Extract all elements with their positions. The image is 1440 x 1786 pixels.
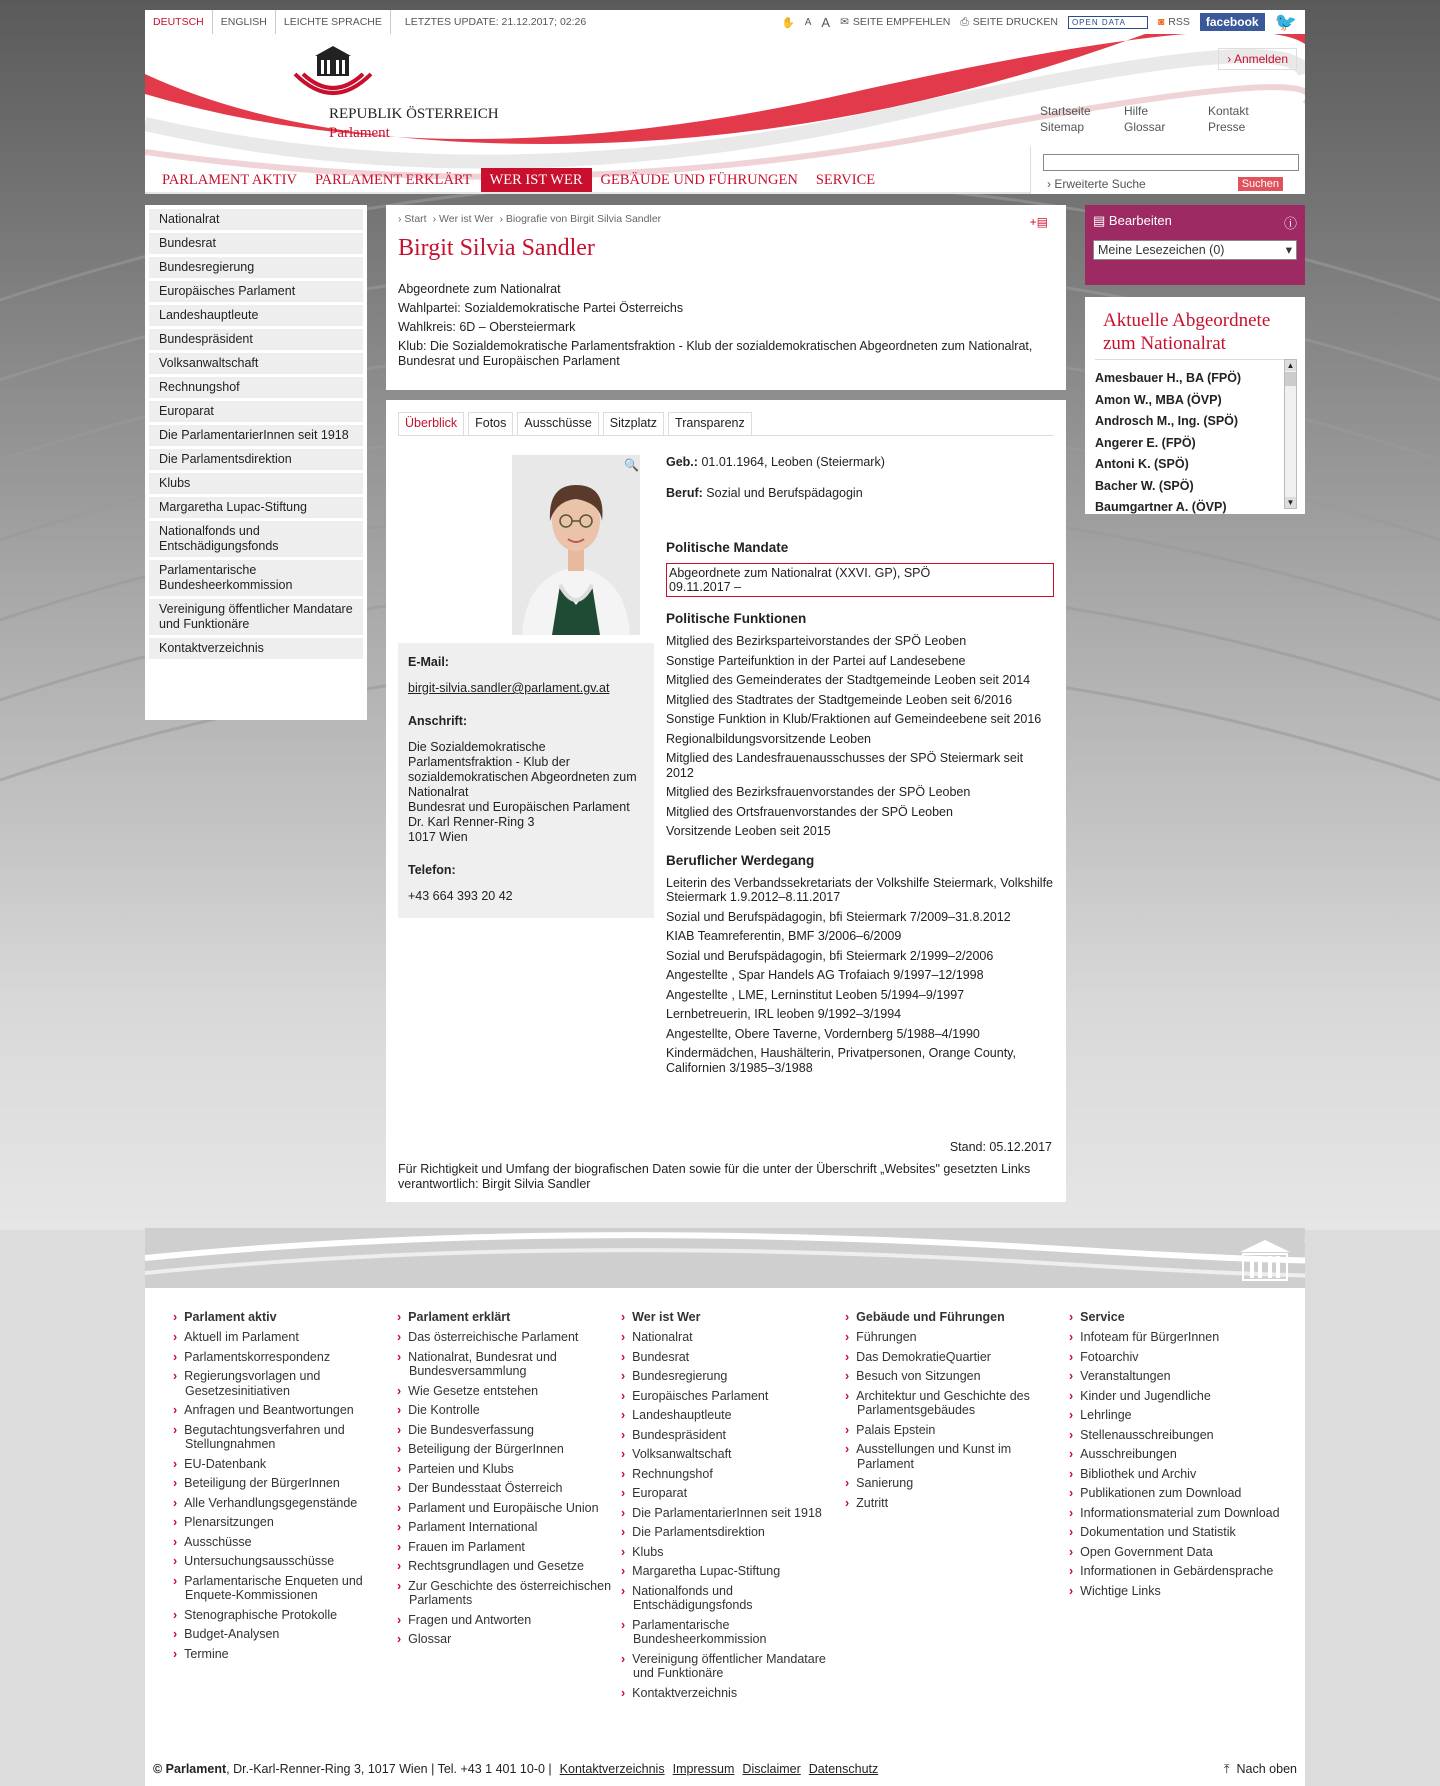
tab-ueberblick[interactable]: Überblick <box>398 412 464 436</box>
bookmarks-header <box>1093 213 1297 232</box>
deputy-item[interactable]: Antoni K. (SPÖ) <box>1095 457 1189 471</box>
footer-link[interactable]: › Wichtige Links <box>1069 1584 1293 1599</box>
footer-link[interactable]: › Beteiligung der BürgerInnen <box>397 1442 621 1457</box>
recommend-link[interactable] <box>840 16 950 28</box>
bio-details <box>666 455 1054 1080</box>
list-item: Leiterin des Verbandssekretariats der Volkshilfe Steiermark, Volkshilfe Steiermark 1.9.2012–8.11.2017 <box>666 875 1053 904</box>
footer-link[interactable]: › Der Bundesstaat Österreich <box>397 1481 621 1496</box>
tab-transparenz[interactable]: Transparenz <box>668 412 752 436</box>
deputy-item[interactable]: Angerer E. (FPÖ) <box>1095 435 1196 450</box>
scroll-down-icon[interactable]: ▼ <box>1286 498 1295 507</box>
list-item: Sozial und Berufspädagogin, bfi Steiermark 2/1999–2/2006 <box>666 948 994 963</box>
person-info <box>398 282 1054 369</box>
left-sidebar <box>145 205 367 720</box>
phone-label: Telefon: <box>408 863 456 877</box>
scroll-thumb[interactable] <box>1285 372 1296 386</box>
sidebar-item[interactable]: Vereinigung öffentlicher Mandatare und Funktionäre <box>149 599 363 635</box>
deputy-item[interactable]: Amon W., MBA (ÖVP) <box>1095 392 1222 407</box>
footer-column-heading[interactable]: › Wer ist Wer <box>621 1310 845 1324</box>
sidebar-item[interactable]: Europäisches Parlament <box>149 281 363 302</box>
footer-link[interactable]: › EU-Datenbank <box>173 1457 397 1472</box>
main-nav <box>153 168 884 192</box>
breadcrumb-wer-ist-wer[interactable]: › Wer ist Wer <box>433 213 494 225</box>
list-item: Sonstige Funktion in Klub/Fraktionen auf Gemeindeebene seit 2016 <box>666 712 1042 726</box>
bookmark-icon: ▤ <box>1093 213 1106 228</box>
detail-tabs <box>398 412 1054 436</box>
last-update: LETZTES UPDATE: 21.12.2017; 02:26 <box>404 16 587 28</box>
search-box <box>1030 146 1305 194</box>
footer-link[interactable]: › Informationsmaterial zum Download <box>1069 1506 1293 1521</box>
nav-service[interactable]: SERVICE <box>815 172 876 188</box>
search-button[interactable]: Suchen <box>1238 177 1283 191</box>
footer-link[interactable]: › Bundespräsident <box>621 1428 845 1443</box>
functions-heading: Politische Funktionen <box>666 611 807 626</box>
sidebar-item[interactable]: Bundespräsident <box>149 329 363 350</box>
footer-link[interactable]: › Das DemokratieQuartier <box>845 1350 1069 1365</box>
footer-link[interactable]: › Nationalrat <box>621 1330 845 1345</box>
sidebar-item[interactable]: Die Parlamentsdirektion <box>149 449 363 470</box>
responsibility-note: Für Richtigkeit und Umfang der biografischen Daten sowie für die unter der Überschrift „Websites" gesetzten Links verantwortlich: Birgit Silvia Sandler <box>398 1162 1031 1191</box>
sidebar-item[interactable]: Nationalrat <box>149 209 363 230</box>
footer-column <box>173 1310 397 1758</box>
header-divider <box>145 192 1030 194</box>
list-item: Mitglied des Bezirksfrauenvorstandes der SPÖ Leoben <box>666 785 971 799</box>
footer-link[interactable]: › Nationalfonds und Entschädigungsfonds <box>621 1584 845 1613</box>
footer-link[interactable]: › Rechtsgrundlagen und Gesetze <box>397 1559 621 1574</box>
footer-link[interactable]: › Zutritt <box>845 1496 1069 1511</box>
person-header <box>386 205 1066 390</box>
link-kontakt[interactable]: Kontakt <box>1208 104 1249 118</box>
footer-link[interactable]: › Parlamentskorrespondenz <box>173 1350 397 1365</box>
deputies-scrollbar[interactable] <box>1284 359 1297 509</box>
list-item: Angestellte , Spar Handels AG Trofaiach 9/1997–12/1998 <box>666 968 984 982</box>
footer-link[interactable]: › Kontaktverzeichnis <box>621 1686 845 1701</box>
footer-link[interactable]: › Parlamentarische Enqueten und Enquete-Kommissionen <box>173 1574 397 1603</box>
sign-language-icon[interactable]: ✋ <box>781 16 795 29</box>
contact-box <box>398 643 654 918</box>
bookmarks-select[interactable]: Meine Lesezeichen (0) ▾ <box>1093 240 1297 260</box>
person-details <box>386 400 1066 1202</box>
person-club: Klub: Die Sozialdemokratische Parlamentsfraktion - Klub der sozialdemokratischen Abgeordneten zum Nationalrat, Bundesrat und Europäischen Parlament <box>398 339 1033 368</box>
footer-link[interactable]: › Ausschreibungen <box>1069 1447 1293 1462</box>
footer-link[interactable]: › Die Bundesverfassung <box>397 1423 621 1438</box>
person-district: Wahlkreis: 6D – Obersteiermark <box>398 320 576 334</box>
list-item: Mitglied des Bezirksparteivorstandes der SPÖ Leoben <box>666 634 967 648</box>
list-item: KIAB Teamreferentin, BMF 3/2006–6/2009 <box>666 929 902 943</box>
footer-link[interactable]: › Begutachtungsverfahren und Stellungnahmen <box>173 1423 397 1452</box>
list-item: Sozial und Berufspädagogin, bfi Steiermark 7/2009–31.8.2012 <box>666 909 1011 924</box>
footer-link[interactable]: › Infoteam für BürgerInnen <box>1069 1330 1293 1345</box>
link-hilfe[interactable]: Hilfe <box>1124 104 1149 118</box>
logo-subtitle: Parlament <box>329 125 390 141</box>
footer-link[interactable]: › Europarat <box>621 1486 845 1501</box>
address-line: Dr. Karl Renner-Ring 3 <box>408 815 535 829</box>
footer-link[interactable]: › Stenographische Protokolle <box>173 1608 397 1623</box>
footer-link[interactable]: › Parteien und Klubs <box>397 1462 621 1477</box>
lang-deutsch[interactable]: DEUTSCH <box>145 10 213 34</box>
deputy-item[interactable]: Amesbauer H., BA (FPÖ) <box>1095 371 1242 385</box>
back-to-top-label: Nach oben <box>1236 1762 1297 1776</box>
sidebar-item[interactable]: Die ParlamentarierInnen seit 1918 <box>149 425 363 446</box>
footer-link-disclaimer[interactable]: Disclaimer <box>742 1762 801 1776</box>
info-icon[interactable]: ⓘ <box>1283 216 1297 231</box>
job-row <box>666 486 1054 500</box>
footer-column-heading[interactable]: › Parlament erklärt <box>397 1310 621 1324</box>
bookmarks-panel <box>1085 205 1305 285</box>
footer-column <box>845 1310 1069 1758</box>
email-label: E-Mail: <box>408 655 449 669</box>
add-bookmark-icon[interactable]: +▤ <box>1029 215 1048 229</box>
footer-link[interactable]: › Bundesrat <box>621 1350 845 1365</box>
footer-link[interactable]: › Bundesregierung <box>621 1369 845 1384</box>
footer-link[interactable]: › Kinder und Jugendliche <box>1069 1389 1293 1404</box>
list-item: Sonstige Parteifunktion in der Partei auf Landesebene <box>666 653 966 668</box>
footer-column <box>397 1310 621 1758</box>
list-item: Mitglied des Landesfrauenausschusses der SPÖ Steiermark seit 2012 <box>666 751 1024 780</box>
footer-link[interactable]: › Europäisches Parlament <box>621 1389 845 1404</box>
sidebar-item[interactable]: Bundesrat <box>149 233 363 254</box>
parliament-logo-icon[interactable] <box>293 42 373 105</box>
footer-link[interactable]: › Das österreichische Parlament <box>397 1330 621 1345</box>
twitter-icon[interactable]: 🐦 <box>1274 11 1297 32</box>
copyright: © Parlament <box>153 1762 227 1776</box>
scroll-up-icon[interactable]: ▲ <box>1286 361 1295 370</box>
footer-link[interactable]: › Die Parlamentsdirektion <box>621 1525 845 1540</box>
footer-sitemap <box>145 1288 1305 1758</box>
footer-link[interactable]: › Klubs <box>621 1545 845 1560</box>
list-item: Vorsitzende Leoben seit 2015 <box>666 824 831 838</box>
footer-link-impressum[interactable]: Impressum <box>672 1762 735 1776</box>
mandate-line: Abgeordnete zum Nationalrat (XXVI. GP), SPÖ <box>669 566 931 580</box>
footer-link[interactable]: › Ausschüsse <box>173 1535 397 1550</box>
top-bar <box>145 10 1305 34</box>
footer-link[interactable]: › Fotoarchiv <box>1069 1350 1293 1365</box>
footer-link[interactable]: › Landeshauptleute <box>621 1408 845 1423</box>
footer-link[interactable]: › Die Kontrolle <box>397 1403 621 1418</box>
footer-link[interactable]: › Plenarsitzungen <box>173 1515 397 1530</box>
footer-link[interactable]: › Alle Verhandlungsgegenstände <box>173 1496 397 1511</box>
footer-link[interactable]: › Volksanwaltschaft <box>621 1447 845 1462</box>
footer-link[interactable]: › Sanierung <box>845 1476 1069 1491</box>
list-item: Lernbetreuerin, IRL leoben 9/1992–3/1994 <box>666 1007 902 1021</box>
address-line: Die Sozialdemokratische Parlamentsfraktion - Klub der sozialdemokratischen Abgeordneten zum Nationalrat <box>408 740 637 799</box>
footer-link[interactable]: › Dokumentation und Statistik <box>1069 1525 1293 1540</box>
search-input[interactable] <box>1043 154 1299 171</box>
nav-parlament-erklaert[interactable]: PARLAMENT ERKLÄRT <box>314 172 472 188</box>
footer-link[interactable]: › Regierungsvorlagen und Gesetzesinitiativen <box>173 1369 397 1398</box>
footer-link[interactable]: › Margaretha Lupac-Stiftung <box>621 1564 845 1579</box>
list-item: Kindermädchen, Haushälterin, Privatpersonen, Orange County, Californien 3/1985–3/1988 <box>666 1046 1016 1075</box>
logo-text[interactable] <box>329 106 499 142</box>
footer-column <box>1069 1310 1293 1758</box>
deputies-list <box>1095 368 1295 518</box>
deputies-title: Aktuelle Abgeordnete zum Nationalrat <box>1095 309 1295 360</box>
link-startseite[interactable]: Startseite <box>1040 104 1091 118</box>
footer-link[interactable]: › Publikationen zum Download <box>1069 1486 1293 1501</box>
deputy-item[interactable]: Baumgartner A. (ÖVP) <box>1095 500 1227 514</box>
link-glossar[interactable]: Glossar <box>1124 120 1166 134</box>
sidebar-item[interactable]: Nationalfonds und Entschädigungsfonds <box>149 521 363 557</box>
birth-row <box>666 455 1054 469</box>
footer-link[interactable]: › Aktuell im Parlament <box>173 1330 397 1345</box>
recommend-label: SEITE EMPFEHLEN <box>852 16 951 28</box>
footer-link[interactable]: › Stellenausschreibungen <box>1069 1428 1293 1443</box>
back-to-top[interactable] <box>1224 1762 1297 1782</box>
site-header <box>145 34 1305 194</box>
rss-label: RSS <box>1168 16 1190 28</box>
email-link[interactable]: birgit-silvia.sandler@parlament.gv.at <box>408 681 610 695</box>
footer-link[interactable]: › Parlament und Europäische Union <box>397 1501 621 1516</box>
address-line: 1017 Wien <box>408 830 468 844</box>
sidebar-item[interactable]: Volksanwaltschaft <box>149 353 363 374</box>
footer-link[interactable]: › Budget-Analysen <box>173 1627 397 1642</box>
career-list <box>666 876 1054 1076</box>
login-button[interactable]: › Anmelden <box>1218 48 1297 70</box>
edit-link[interactable] <box>1093 213 1172 232</box>
sidebar-item[interactable]: Kontaktverzeichnis <box>149 638 363 659</box>
footer-address: , Dr.-Karl-Renner-Ring 3, 1017 Wien | Tel. +43 1 401 10-0 | <box>226 1762 552 1776</box>
sidebar-item[interactable]: Klubs <box>149 473 363 494</box>
advanced-search-link[interactable]: › Erweiterte Suche <box>1047 177 1146 191</box>
footer-link-datenschutz[interactable]: Datenschutz <box>808 1762 879 1776</box>
mandate-entry <box>666 563 1054 597</box>
person-photo[interactable] <box>512 455 640 635</box>
functions-list <box>666 634 1054 839</box>
footer-link[interactable]: › Wie Gesetze entstehen <box>397 1384 621 1399</box>
login-label: Anmelden <box>1233 52 1288 66</box>
tab-sitzplatz[interactable]: Sitzplatz <box>603 412 664 436</box>
utility-links <box>1040 104 1292 134</box>
stand-date: Stand: 05.12.2017 <box>949 1140 1052 1154</box>
sidebar-item[interactable]: Parlamentarische Bundesheerkommission <box>149 560 363 596</box>
page-title: Birgit Silvia Sandler <box>398 235 595 261</box>
mandate-date: 09.11.2017 – <box>669 580 742 594</box>
job-value: Sozial und Berufspädagogin <box>706 486 863 500</box>
zoom-icon[interactable]: 🔍 <box>624 458 639 472</box>
footer-link[interactable]: › Termine <box>173 1647 397 1662</box>
mail-icon: ✉ <box>840 16 849 28</box>
phone: +43 664 393 20 42 <box>408 889 513 903</box>
footer-link[interactable]: › Ausstellungen und Kunst im Parlament <box>845 1442 1069 1471</box>
nav-gebaeude[interactable]: GEBÄUDE UND FÜHRUNGEN <box>600 172 798 188</box>
sidebar-item[interactable]: Landeshauptleute <box>149 305 363 326</box>
birth-value: 01.01.1964, Leoben (Steiermark) <box>701 455 885 469</box>
arrow-up-icon: ⤒ <box>1224 1762 1230 1776</box>
footer-link[interactable]: › Open Government Data <box>1069 1545 1293 1560</box>
birth-label: Geb.: <box>666 455 698 469</box>
footer-link[interactable]: › Zur Geschichte des österreichischen Parlaments <box>397 1579 621 1608</box>
lang-easy[interactable]: LEICHTE SPRACHE <box>276 10 391 34</box>
print-link[interactable] <box>960 16 1058 29</box>
nav-wer-ist-wer[interactable]: WER IST WER <box>481 168 592 192</box>
person-role: Abgeordnete zum Nationalrat <box>398 282 561 296</box>
deputy-item[interactable]: Androsch M., Ing. (SPÖ) <box>1095 414 1239 428</box>
rss-icon: ◙ <box>1157 16 1165 28</box>
footer-link[interactable]: › Bibliothek und Archiv <box>1069 1467 1293 1482</box>
footer-column-heading[interactable]: › Service <box>1069 1310 1293 1324</box>
footer-link[interactable]: › Rechnungshof <box>621 1467 845 1482</box>
footer-link[interactable]: › Glossar <box>397 1632 621 1647</box>
footer-link[interactable]: › Untersuchungsausschüsse <box>173 1554 397 1569</box>
font-large-button[interactable]: A <box>821 14 831 30</box>
breadcrumb <box>398 213 1054 225</box>
footer-link[interactable]: › Besuch von Sitzungen <box>845 1369 1069 1384</box>
advanced-search-label: Erweiterte Suche <box>1054 177 1146 191</box>
link-presse[interactable]: Presse <box>1208 120 1246 134</box>
list-item: Regionalbildungsvorsitzende Leoben <box>666 731 872 746</box>
footer-link[interactable]: › Palais Epstein <box>845 1423 1069 1438</box>
edit-label: Bearbeiten <box>1108 213 1172 228</box>
footer-link[interactable]: › Führungen <box>845 1330 1069 1345</box>
top-tools <box>782 12 1305 33</box>
footer-link[interactable]: › Veranstaltungen <box>1069 1369 1293 1384</box>
list-item: Mitglied des Gemeinderates der Stadtgemeinde Leoben seit 2014 <box>666 673 1031 687</box>
breadcrumb-current: › Biografie von Birgit Silvia Sandler <box>499 213 661 225</box>
footer-link[interactable]: › Parlamentarische Bundesheerkommission <box>621 1618 845 1647</box>
footer-link-kontakt[interactable]: Kontaktverzeichnis <box>559 1762 665 1776</box>
bottom-bar <box>145 1758 1305 1786</box>
list-item: Angestellte, Obere Taverne, Vordernberg 5/1988–4/1990 <box>666 1026 980 1041</box>
footer-link[interactable]: › Frauen im Parlament <box>397 1540 621 1555</box>
sidebar-item[interactable]: Margaretha Lupac-Stiftung <box>149 497 363 518</box>
footer-link[interactable]: › Architektur und Geschichte des Parlamentsgebäudes <box>845 1389 1069 1418</box>
footer-link[interactable]: › Die ParlamentarierInnen seit 1918 <box>621 1506 845 1521</box>
link-sitemap[interactable]: Sitemap <box>1040 120 1085 134</box>
print-icon: ⎙ <box>960 15 969 28</box>
person-party: Wahlpartei: Sozialdemokratische Partei Österreichs <box>398 301 684 315</box>
deputies-panel <box>1085 297 1305 514</box>
facebook-link[interactable]: facebook <box>1200 13 1265 31</box>
sidebar-item[interactable]: Bundesregierung <box>149 257 363 278</box>
address-line: Bundesrat und Europäischen Parlament <box>408 800 630 814</box>
footer-column-heading[interactable]: › Parlament aktiv <box>173 1310 397 1324</box>
sidebar-item[interactable]: Rechnungshof <box>149 377 363 398</box>
footer-link[interactable]: › Informationen in Gebärdensprache <box>1069 1564 1293 1579</box>
deputy-item[interactable]: Bacher W. (SPÖ) <box>1095 478 1194 493</box>
footer-link[interactable]: › Vereinigung öffentlicher Mandatare und Funktionäre <box>621 1652 845 1681</box>
nav-parlament-aktiv[interactable]: PARLAMENT AKTIV <box>162 172 297 188</box>
tab-ausschuesse[interactable]: Ausschüsse <box>517 412 598 436</box>
footer-column-heading[interactable]: › Gebäude und Führungen <box>845 1310 1069 1324</box>
footer-link[interactable]: › Parlament International <box>397 1520 621 1535</box>
footer-link[interactable]: › Nationalrat, Bundesrat und Bundesversammlung <box>397 1350 621 1379</box>
breadcrumb-start[interactable]: › Start <box>398 213 427 225</box>
tab-fotos[interactable]: Fotos <box>468 412 513 436</box>
rss-link[interactable] <box>1158 16 1190 28</box>
open-data-link[interactable]: OPEN DATA <box>1068 16 1148 29</box>
lang-english[interactable]: ENGLISH <box>213 10 276 34</box>
print-label: SEITE DRUCKEN <box>972 16 1058 28</box>
list-item: Mitglied des Ortsfrauenvorstandes der SPÖ Leoben <box>666 804 953 819</box>
address-label: Anschrift: <box>408 714 468 728</box>
footer-column <box>621 1310 845 1758</box>
career-heading: Beruflicher Werdegang <box>666 852 815 868</box>
footer-link[interactable]: › Lehrlinge <box>1069 1408 1293 1423</box>
list-item: Angestellte , LME, Lerninstitut Leoben 5/1994–9/1997 <box>666 987 965 1002</box>
logo-title: REPUBLIK ÖSTERREICH <box>329 106 499 122</box>
mandates-heading: Politische Mandate <box>666 540 789 555</box>
address <box>408 740 644 845</box>
font-small-button[interactable]: A <box>804 16 812 28</box>
footer-link[interactable]: › Anfragen und Beantwortungen <box>173 1403 397 1418</box>
list-item: Mitglied des Stadtrates der Stadtgemeinde Leoben seit 6/2016 <box>666 692 1013 707</box>
footer-band <box>145 1228 1305 1288</box>
footer-link[interactable]: › Beteiligung der BürgerInnen <box>173 1476 397 1491</box>
sidebar-item[interactable]: Europarat <box>149 401 363 422</box>
job-label: Beruf: <box>666 486 703 500</box>
footer-link[interactable]: › Fragen und Antworten <box>397 1613 621 1628</box>
